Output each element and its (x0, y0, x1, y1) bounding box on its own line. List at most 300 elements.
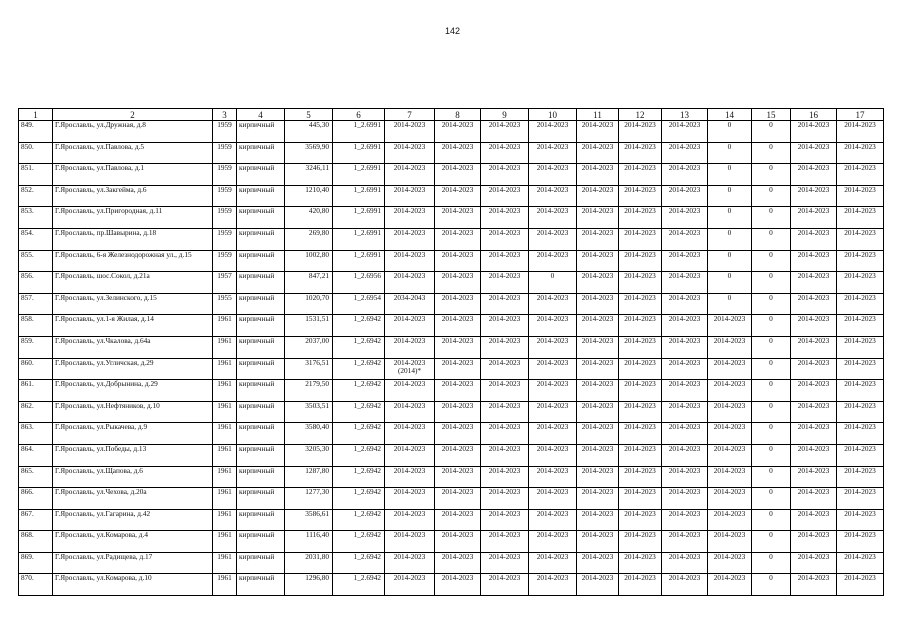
table-cell: 2014-2023 (791, 574, 837, 596)
table-cell: 2014-2023 (577, 574, 619, 596)
table-cell: 2014-2023 (435, 315, 481, 337)
table-cell: 2014-2023 (662, 336, 708, 358)
table-cell: 2014-2023 (837, 574, 884, 596)
table-cell: 2014-2023 (791, 272, 837, 294)
table-cell: 2037,00 (285, 336, 333, 358)
address-cell: Г.Ярославль, ул.1-я Жилая, д.14 (53, 315, 213, 337)
table-cell: 2014-2023 (619, 228, 662, 250)
table-cell: 2014-2023 (385, 509, 435, 531)
table-cell: 2014-2023 (529, 336, 577, 358)
table-cell: 2014-2023 (435, 185, 481, 207)
address-cell: Г.Ярославль, 6-я Железнодорожная ул., д.15 (53, 250, 213, 272)
table-cell: 2014-2023 (662, 207, 708, 229)
table-cell: 2014-2023 (662, 293, 708, 315)
table-cell: 2014-2023 (791, 552, 837, 574)
table-cell: 2014-2023 (619, 250, 662, 272)
table-cell: 0 (708, 272, 752, 294)
table-cell: 2014-2023 (577, 272, 619, 294)
table-cell: кирпичный (237, 142, 285, 164)
table-cell: 2014-2023 (529, 121, 577, 143)
table-cell: 2014-2023 (837, 444, 884, 466)
table-cell: 2014-2023 (435, 509, 481, 531)
table-row (19, 444, 884, 466)
table-cell: 2014-2023 (791, 250, 837, 272)
table-cell: 2014-2023 (529, 509, 577, 531)
table-cell: 2014-2023 (481, 121, 529, 143)
table-cell: кирпичный (237, 250, 285, 272)
table-cell: 2014-2023 (481, 423, 529, 445)
table-cell: 2014-2023 (791, 315, 837, 337)
table-cell: 1961 (213, 423, 237, 445)
table-cell: 0 (529, 272, 577, 294)
table-cell: 2014-2023 (791, 444, 837, 466)
table-cell: 2014-2023 (385, 380, 435, 402)
address-cell: Г.Ярославль, ул.Нефтяников, д.10 (53, 401, 213, 423)
table-cell: 0 (752, 358, 791, 380)
column-header: 5 (285, 109, 333, 121)
table-cell: 1531,51 (285, 315, 333, 337)
table-cell: кирпичный (237, 121, 285, 143)
table-cell: 0 (752, 574, 791, 596)
table-cell: 1959 (213, 228, 237, 250)
table-cell: 2014-2023 (619, 293, 662, 315)
table-cell: 2014-2023 (837, 509, 884, 531)
table-cell: 2014-2023 (529, 574, 577, 596)
table-cell: кирпичный (237, 380, 285, 402)
table-cell: 2014-2023 (791, 423, 837, 445)
table-cell: 2014-2023 (662, 444, 708, 466)
table-row (19, 336, 884, 358)
table-cell: 1_2.6942 (333, 423, 385, 445)
table-cell: кирпичный (237, 509, 285, 531)
table-cell: 868. (19, 531, 53, 553)
table-cell: 2014-2023 (385, 574, 435, 596)
table-cell: 2014-2023 (791, 488, 837, 510)
column-header: 15 (752, 109, 791, 121)
table-cell: 1_2.6942 (333, 380, 385, 402)
column-header: 2 (53, 109, 213, 121)
table-cell: 1961 (213, 509, 237, 531)
table-cell: 3569,90 (285, 142, 333, 164)
table-cell: 866. (19, 488, 53, 510)
table-cell: 2014-2023 (619, 164, 662, 186)
table-cell: 1961 (213, 466, 237, 488)
table-cell: кирпичный (237, 358, 285, 380)
table-cell: 1_2.6991 (333, 250, 385, 272)
table-cell: 2014-2023 (385, 444, 435, 466)
table-cell: 0 (752, 401, 791, 423)
table-cell: 2014-2023 (662, 142, 708, 164)
table-cell: 2179,50 (285, 380, 333, 402)
column-number-header-row (19, 109, 884, 121)
table-row (19, 466, 884, 488)
table-row (19, 142, 884, 164)
table-row (19, 380, 884, 402)
address-cell: Г.Ярославль, ул.Радищева, д.17 (53, 552, 213, 574)
table-cell: 2014-2023 (385, 531, 435, 553)
table-cell: 2014-2023 (708, 336, 752, 358)
table-cell: 2014-2023 (619, 401, 662, 423)
table-cell: 2014-2023 (481, 358, 529, 380)
table-cell: 0 (752, 250, 791, 272)
table-cell: 2014-2023 (435, 293, 481, 315)
table-cell: 2014-2023 (708, 552, 752, 574)
table-cell: 1_2.6991 (333, 142, 385, 164)
table-cell: 857. (19, 293, 53, 315)
table-cell: 1961 (213, 488, 237, 510)
table-cell: 1_2.6956 (333, 272, 385, 294)
table-cell: 2014-2023 (385, 250, 435, 272)
table-cell: 2014-2023 (435, 142, 481, 164)
table-cell: 2014-2023 (577, 185, 619, 207)
table-cell: 2014-2023 (577, 552, 619, 574)
table-cell: 2014-2023 (529, 228, 577, 250)
table-cell: 1002,80 (285, 250, 333, 272)
table-cell: 864. (19, 444, 53, 466)
table-cell: 2014-2023 (481, 228, 529, 250)
table-row (19, 121, 884, 143)
table-cell: 2014-2023 (481, 142, 529, 164)
table-cell: 1961 (213, 552, 237, 574)
table-cell: кирпичный (237, 272, 285, 294)
table-cell: 2014-2023 (662, 488, 708, 510)
table-cell: кирпичный (237, 531, 285, 553)
table-cell: 1_2.6991 (333, 185, 385, 207)
table-cell: 2014-2023 (791, 142, 837, 164)
table-cell: 1959 (213, 185, 237, 207)
table-cell: 2014-2023 (385, 315, 435, 337)
table-cell: 2014-2023 (385, 401, 435, 423)
table-cell: кирпичный (237, 466, 285, 488)
table-cell: 2014-2023 (481, 531, 529, 553)
table-cell: 860. (19, 358, 53, 380)
table-cell: 853. (19, 207, 53, 229)
table-cell: 2014-2023 (529, 552, 577, 574)
table-cell: 2014-2023 (435, 228, 481, 250)
column-header: 1 (19, 109, 53, 121)
table-cell: 2014-2023 (481, 574, 529, 596)
table-cell: 2014-2023 (791, 466, 837, 488)
table-cell: 2014-2023 (837, 401, 884, 423)
table-row (19, 315, 884, 337)
table-cell: 2014-2023 (791, 164, 837, 186)
table-cell: 2014-2023 (662, 272, 708, 294)
table-cell: кирпичный (237, 552, 285, 574)
table-cell: 2014-2023 (385, 185, 435, 207)
table-cell: 1210,40 (285, 185, 333, 207)
table-cell: 2014-2023 (837, 293, 884, 315)
table-cell: 1955 (213, 293, 237, 315)
table-cell: 2014-2023 (577, 380, 619, 402)
table-cell: 2014-2023 (708, 488, 752, 510)
table-cell: 2014-2023 (837, 228, 884, 250)
table-cell: 1957 (213, 272, 237, 294)
table-cell: 1_2.6991 (333, 164, 385, 186)
table-cell: 2014-2023 (662, 250, 708, 272)
table-cell: 1961 (213, 574, 237, 596)
table-cell: 2014-2023 (708, 444, 752, 466)
table-cell: 1_2.6942 (333, 466, 385, 488)
table-cell: 269,80 (285, 228, 333, 250)
table-cell: 2014-2023 (481, 380, 529, 402)
address-cell: Г.Ярославль, ул.Добрынина, д.29 (53, 380, 213, 402)
table-cell: 2014-2023 (529, 315, 577, 337)
table-cell: 2014-2023 (708, 315, 752, 337)
table-cell: 2014-2023 (662, 509, 708, 531)
table-cell: 2014-2023 (577, 164, 619, 186)
table-cell: 0 (752, 466, 791, 488)
table-cell: 2014-2023 (529, 380, 577, 402)
table-cell: кирпичный (237, 444, 285, 466)
table-cell: 2014-2023 (837, 315, 884, 337)
table-cell: 861. (19, 380, 53, 402)
housing-repair-schedule-table (18, 108, 884, 596)
table-cell: 2014-2023 (577, 293, 619, 315)
table-cell: 0 (708, 228, 752, 250)
table-cell: 0 (752, 293, 791, 315)
address-cell: Г.Ярославль, ул.Павлова, д.1 (53, 164, 213, 186)
table-cell: 2014-2023 (662, 466, 708, 488)
table-cell: 856. (19, 272, 53, 294)
table-cell: 2014-2023 (837, 164, 884, 186)
table-cell: 2014-2023 (529, 401, 577, 423)
table-cell: 2014-2023 (481, 164, 529, 186)
table-cell: 2014-2023 (385, 164, 435, 186)
table-cell: 2014-2023 (619, 272, 662, 294)
table-cell: 855. (19, 250, 53, 272)
table-cell: 2014-2023 (385, 552, 435, 574)
table-cell: 2014-2023 (619, 574, 662, 596)
column-header: 16 (791, 109, 837, 121)
table-cell: 1959 (213, 121, 237, 143)
table-cell: 1_2.6942 (333, 552, 385, 574)
table-cell: 847,21 (285, 272, 333, 294)
table-cell: 0 (752, 142, 791, 164)
table-cell: 2014-2023 (577, 315, 619, 337)
table-cell: 2014-2023 (662, 552, 708, 574)
table-cell: 2014-2023 (791, 531, 837, 553)
table-cell: кирпичный (237, 423, 285, 445)
table-cell: 0 (752, 185, 791, 207)
table-cell: 1_2.6991 (333, 228, 385, 250)
table-cell: 2014-2023 (837, 552, 884, 574)
table-cell: 2014-2023 (481, 207, 529, 229)
table-row (19, 228, 884, 250)
table-cell: 2014-2023 (385, 488, 435, 510)
table-cell: кирпичный (237, 207, 285, 229)
table-cell: 1_2.6942 (333, 336, 385, 358)
table-cell: 2014-2023 (577, 336, 619, 358)
table-cell: 2014-2023 (837, 531, 884, 553)
table-cell: 867. (19, 509, 53, 531)
table-cell: 0 (708, 293, 752, 315)
table-cell: 2014-2023 (662, 315, 708, 337)
table-cell: 2014-2023 (577, 207, 619, 229)
table-cell: 420,80 (285, 207, 333, 229)
table-cell: 2014-2023 (662, 574, 708, 596)
table-cell: 2014-2023 (708, 574, 752, 596)
table-cell: 0 (752, 509, 791, 531)
table-cell: 2014-2023 (662, 380, 708, 402)
table-cell: 2014-2023 (619, 488, 662, 510)
address-cell: Г.Ярославль, ул.Рыкачева, д.9 (53, 423, 213, 445)
table-row (19, 574, 884, 596)
table-cell: 2014-2023 (435, 552, 481, 574)
column-header: 10 (529, 109, 577, 121)
table-cell: 851. (19, 164, 53, 186)
table-cell: 0 (752, 164, 791, 186)
table-row (19, 531, 884, 553)
address-cell: Г.Ярославль, пр.Шавырина, д.18 (53, 228, 213, 250)
table-cell: 2014-2023 (577, 228, 619, 250)
table-cell: кирпичный (237, 315, 285, 337)
table-cell: 2014-2023 (481, 336, 529, 358)
table-cell: 2014-2023 (435, 272, 481, 294)
table-cell: 2014-2023 (435, 401, 481, 423)
table-cell: 0 (708, 207, 752, 229)
table-cell: 2014-2023 (837, 466, 884, 488)
table-cell: 3580,40 (285, 423, 333, 445)
table-cell: 2014-2023 (662, 401, 708, 423)
table-cell: 0 (752, 121, 791, 143)
table-cell: 2014-2023 (837, 121, 884, 143)
table-cell: 1961 (213, 401, 237, 423)
address-cell: Г.Ярославль, ул.Зелинского, д.15 (53, 293, 213, 315)
table-cell: 2014-2023 (619, 336, 662, 358)
table-cell: 2014-2023 (837, 272, 884, 294)
table-cell: 2014-2023 (577, 509, 619, 531)
table-cell: 0 (752, 444, 791, 466)
table-cell: 2014-2023 (529, 531, 577, 553)
table-cell: кирпичный (237, 574, 285, 596)
table-cell: 2014-2023 (837, 488, 884, 510)
table-cell: кирпичный (237, 488, 285, 510)
table-cell: 1_2.6991 (333, 121, 385, 143)
column-header: 9 (481, 109, 529, 121)
table-cell: 2014-2023 (619, 509, 662, 531)
table-cell: 870. (19, 574, 53, 596)
table-cell: 3246,11 (285, 164, 333, 186)
table-cell: 2034-2043 (385, 293, 435, 315)
table-cell: 2014-2023 (662, 358, 708, 380)
table-row (19, 185, 884, 207)
table-cell: 2014-2023 (662, 185, 708, 207)
table-cell: 0 (752, 315, 791, 337)
table-cell: 0 (752, 207, 791, 229)
table-cell: 2014-2023 (662, 531, 708, 553)
table-cell: 2014-2023 (529, 185, 577, 207)
table-cell: 2014-2023 (481, 272, 529, 294)
table-cell: 3586,61 (285, 509, 333, 531)
column-header: 8 (435, 109, 481, 121)
table-cell: 0 (708, 142, 752, 164)
table-cell: 2014-2023 (529, 358, 577, 380)
table-cell: 2014-2023 (791, 509, 837, 531)
table-cell: 2014-2023 (837, 380, 884, 402)
table-cell: 2014-2023 (837, 250, 884, 272)
table-cell: 0 (752, 423, 791, 445)
table-cell: 2014-2023 (619, 185, 662, 207)
table-cell: 2014-2023 (481, 444, 529, 466)
column-header: 11 (577, 109, 619, 121)
table-cell: 2014-2023 (837, 358, 884, 380)
table-cell: 2014-2023 (619, 466, 662, 488)
table-cell: 2014-2023 (385, 228, 435, 250)
table-cell: 2014-2023 (791, 336, 837, 358)
address-cell: Г.Ярославль, ул.Угличская, д.29 (53, 358, 213, 380)
table-cell: 0 (752, 336, 791, 358)
table-cell: 863. (19, 423, 53, 445)
table-cell: 1287,80 (285, 466, 333, 488)
table-cell: 2014-2023 (619, 142, 662, 164)
table-cell: 2014-2023 (837, 207, 884, 229)
table-cell: 2014-2023 (708, 423, 752, 445)
table-cell: 2014-2023 (791, 293, 837, 315)
table-cell: 2014-2023 (435, 358, 481, 380)
table-cell: 2014-2023 (791, 121, 837, 143)
table-cell: 2014-2023 (791, 207, 837, 229)
column-header: 12 (619, 109, 662, 121)
table-cell: 858. (19, 315, 53, 337)
table-cell: 2014-2023 (619, 423, 662, 445)
table-cell: 849. (19, 121, 53, 143)
table-cell: 2014-2023 (435, 250, 481, 272)
table-cell: 2014-2023 (577, 250, 619, 272)
table-cell: 2014-2023 (385, 272, 435, 294)
table-cell: 2014-2023 (529, 444, 577, 466)
table-cell: 2014-2023 (619, 315, 662, 337)
table-cell: 2014-2023 (529, 488, 577, 510)
table-cell: 862. (19, 401, 53, 423)
table-cell: 1296,80 (285, 574, 333, 596)
address-cell: Г.Ярославль, ул.Павлова, д.5 (53, 142, 213, 164)
table-cell: 2031,80 (285, 552, 333, 574)
table-cell: 2014-2023 (577, 142, 619, 164)
table-row (19, 272, 884, 294)
table-row (19, 164, 884, 186)
table-cell: 2014-2023 (529, 250, 577, 272)
table-row (19, 293, 884, 315)
page-number: 142 (444, 26, 461, 36)
table-cell: 2014-2023 (708, 531, 752, 553)
table-cell: 2014-2023 (837, 185, 884, 207)
table-cell: кирпичный (237, 185, 285, 207)
table-cell: 1961 (213, 315, 237, 337)
table-cell: 2014-2023 (791, 358, 837, 380)
table-cell: 2014-2023 (481, 488, 529, 510)
table-cell: 2014-2023 (435, 423, 481, 445)
address-cell: Г.Ярославль, ул.Чехова, д.20а (53, 488, 213, 510)
table-cell: 2014-2023 (529, 164, 577, 186)
table-cell: 2014-2023 (435, 164, 481, 186)
column-header: 17 (837, 109, 884, 121)
column-header: 3 (213, 109, 237, 121)
table-cell: 2014-2023 (577, 488, 619, 510)
table-cell: 0 (752, 488, 791, 510)
table-cell: 2014-2023 (385, 142, 435, 164)
table-cell: 445,30 (285, 121, 333, 143)
table-cell: 2014-2023 (662, 164, 708, 186)
table-cell: 2014-2023 (529, 423, 577, 445)
table-cell: 1_2.6942 (333, 358, 385, 380)
table-cell: 2014-2023 (662, 228, 708, 250)
table-cell: 2014-2023 (708, 401, 752, 423)
table-cell: 2014-2023 (837, 142, 884, 164)
table-cell: 2014-2023 (837, 336, 884, 358)
table-cell: 2014-2023 (708, 380, 752, 402)
address-cell: Г.Ярославль, ул.Пригородная, д.11 (53, 207, 213, 229)
table-cell: 2014-2023 (791, 380, 837, 402)
